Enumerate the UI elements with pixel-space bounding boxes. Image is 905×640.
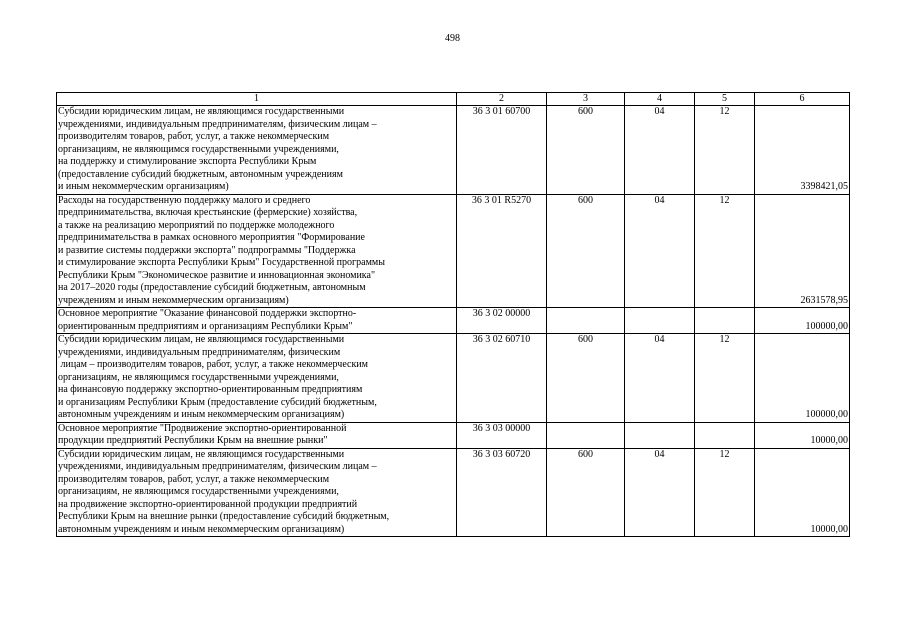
row-name-line: Республики Крым "Экономическое развитие и инновационная экономика" — [58, 269, 376, 281]
row-code-cell: 36 3 01 60700 — [457, 106, 547, 195]
row-name-line: на поддержку и стимулирование экспорта Республики Крым — [58, 156, 317, 167]
row-name-line: производителям товаров, работ, услуг, а также некоммерческим — [58, 473, 330, 485]
table-row — [57, 422, 850, 448]
row-name-line: (предоставление субсидий бюджетным, автономным учреждениям — [58, 168, 343, 180]
row-expense-type-cell — [547, 422, 625, 448]
row-section-cell — [625, 422, 695, 448]
row-name-line: учреждениям и иным некоммерческим организациям) — [58, 294, 289, 306]
row-name-line: Основное мероприятие "Продвижение экспортно-ориентированной — [58, 422, 347, 434]
row-section-cell: 04 — [625, 106, 695, 195]
row-name-line: Субсидии юридическим лицам, не являющимся государственными — [58, 106, 345, 117]
row-name-line: Субсидии юридическим лицам, не являющимся государственными — [58, 334, 345, 345]
row-expense-type-cell: 600 — [547, 334, 625, 423]
row-subsection-cell: 12 — [695, 106, 755, 195]
row-name-line: Республики Крым на внешние рынки (предоставление субсидий бюджетным, — [58, 511, 390, 522]
row-name-line: на продвижение экспортно-ориентированной продукции предприятий — [58, 498, 358, 510]
row-name-cell — [57, 448, 457, 537]
column-number-row — [57, 93, 850, 106]
table-row — [57, 308, 850, 334]
row-name-line: и развитие системы поддержки экспорта" подпрограммы "Поддержка — [58, 244, 356, 256]
column-number-3: 3 — [547, 93, 625, 106]
row-amount-cell: 3398421,05 — [755, 106, 850, 195]
row-amount-cell: 100000,00 — [755, 308, 850, 334]
row-expense-type-cell: 600 — [547, 448, 625, 537]
row-name-cell — [57, 308, 457, 334]
row-subsection-cell: 12 — [695, 334, 755, 423]
row-expense-type-cell — [547, 308, 625, 334]
row-name-line: учреждениями, индивидуальным предпринимателям, физическим лицам – — [58, 118, 377, 130]
row-name-line: автономным учреждениям и иным некоммерческим организациям) — [58, 409, 345, 420]
row-code-cell: 36 3 02 60710 — [457, 334, 547, 423]
row-name-line: а также на реализацию мероприятий по поддержке молодежного — [58, 219, 335, 231]
row-subsection-cell — [695, 308, 755, 334]
row-name-cell — [57, 334, 457, 423]
row-code-cell: 36 3 03 00000 — [457, 422, 547, 448]
column-number-6: 6 — [755, 93, 850, 106]
row-name-line: организациям, не являющимся государственными учреждениями, — [58, 486, 339, 497]
row-subsection-cell: 12 — [695, 448, 755, 537]
row-name-line: и иным некоммерческим организациям) — [58, 181, 229, 192]
table-row — [57, 194, 850, 308]
row-name-line: Основное мероприятие "Оказание финансовой поддержки экспортно- — [58, 308, 357, 319]
row-expense-type-cell: 600 — [547, 194, 625, 308]
row-name-line: производителям товаров, работ, услуг, а также некоммерческим — [58, 131, 330, 142]
row-name-line: на 2017–2020 годы (предоставление субсидий бюджетным, автономным — [58, 282, 366, 293]
row-name-line: предпринимательства, включая крестьянские (фермерские) хозяйства, — [58, 207, 358, 218]
row-name-line: лицам – производителям товаров, работ, услуг, а также некоммерческим — [58, 359, 368, 370]
table-body — [57, 93, 850, 537]
row-name-cell — [57, 422, 457, 448]
row-name-line: продукции предприятий Республики Крым на внешние рынки" — [58, 435, 328, 446]
row-code-cell: 36 3 03 60720 — [457, 448, 547, 537]
table-row — [57, 106, 850, 195]
row-name-line: и организациям Республики Крым (предоставление субсидий бюджетным, — [58, 396, 377, 408]
row-name-line: организациям, не являющимся государственными учреждениями, — [58, 143, 339, 155]
row-name-line: и стимулирование экспорта Республики Крым" Государственной программы — [58, 257, 385, 268]
page-number: 498 — [445, 33, 460, 44]
row-subsection-cell — [695, 422, 755, 448]
row-name-cell — [57, 106, 457, 195]
row-code-cell: 36 3 02 00000 — [457, 308, 547, 334]
row-name-line: организациям, не являющимся государственными учреждениями, — [58, 371, 339, 383]
row-code-cell: 36 3 01 R5270 — [457, 194, 547, 308]
column-number-2: 2 — [457, 93, 547, 106]
row-amount-cell: 10000,00 — [755, 422, 850, 448]
row-subsection-cell: 12 — [695, 194, 755, 308]
row-section-cell: 04 — [625, 334, 695, 423]
row-name-cell — [57, 194, 457, 308]
row-name-line: Субсидии юридическим лицам, не являющимся государственными — [58, 448, 345, 460]
row-name-line: ориентированным предприятиям и организациям Республики Крым" — [58, 320, 353, 332]
table-row — [57, 448, 850, 537]
budget-table — [56, 92, 850, 537]
row-amount-cell: 100000,00 — [755, 334, 850, 423]
row-amount-cell: 10000,00 — [755, 448, 850, 537]
row-name-line: на финансовую поддержку экспортно-ориентированным предприятиям — [58, 384, 363, 395]
row-amount-cell: 2631578,95 — [755, 194, 850, 308]
column-number-5: 5 — [695, 93, 755, 106]
row-name-line: учреждениями, индивидуальным предпринимателям, физическим — [58, 346, 341, 358]
table-row — [57, 334, 850, 423]
row-name-line: предпринимательства в рамках основного мероприятия "Формирование — [58, 232, 365, 243]
row-section-cell: 04 — [625, 194, 695, 308]
column-number-1: 1 — [57, 93, 457, 106]
row-name-line: автономным учреждениям и иным некоммерческим организациям) — [58, 523, 345, 535]
row-name-line: учреждениями, индивидуальным предпринимателям, физическим лицам – — [58, 461, 377, 472]
row-section-cell — [625, 308, 695, 334]
row-expense-type-cell: 600 — [547, 106, 625, 195]
row-section-cell: 04 — [625, 448, 695, 537]
row-name-line: Расходы на государственную поддержку малого и среднего — [58, 194, 311, 206]
column-number-4: 4 — [625, 93, 695, 106]
